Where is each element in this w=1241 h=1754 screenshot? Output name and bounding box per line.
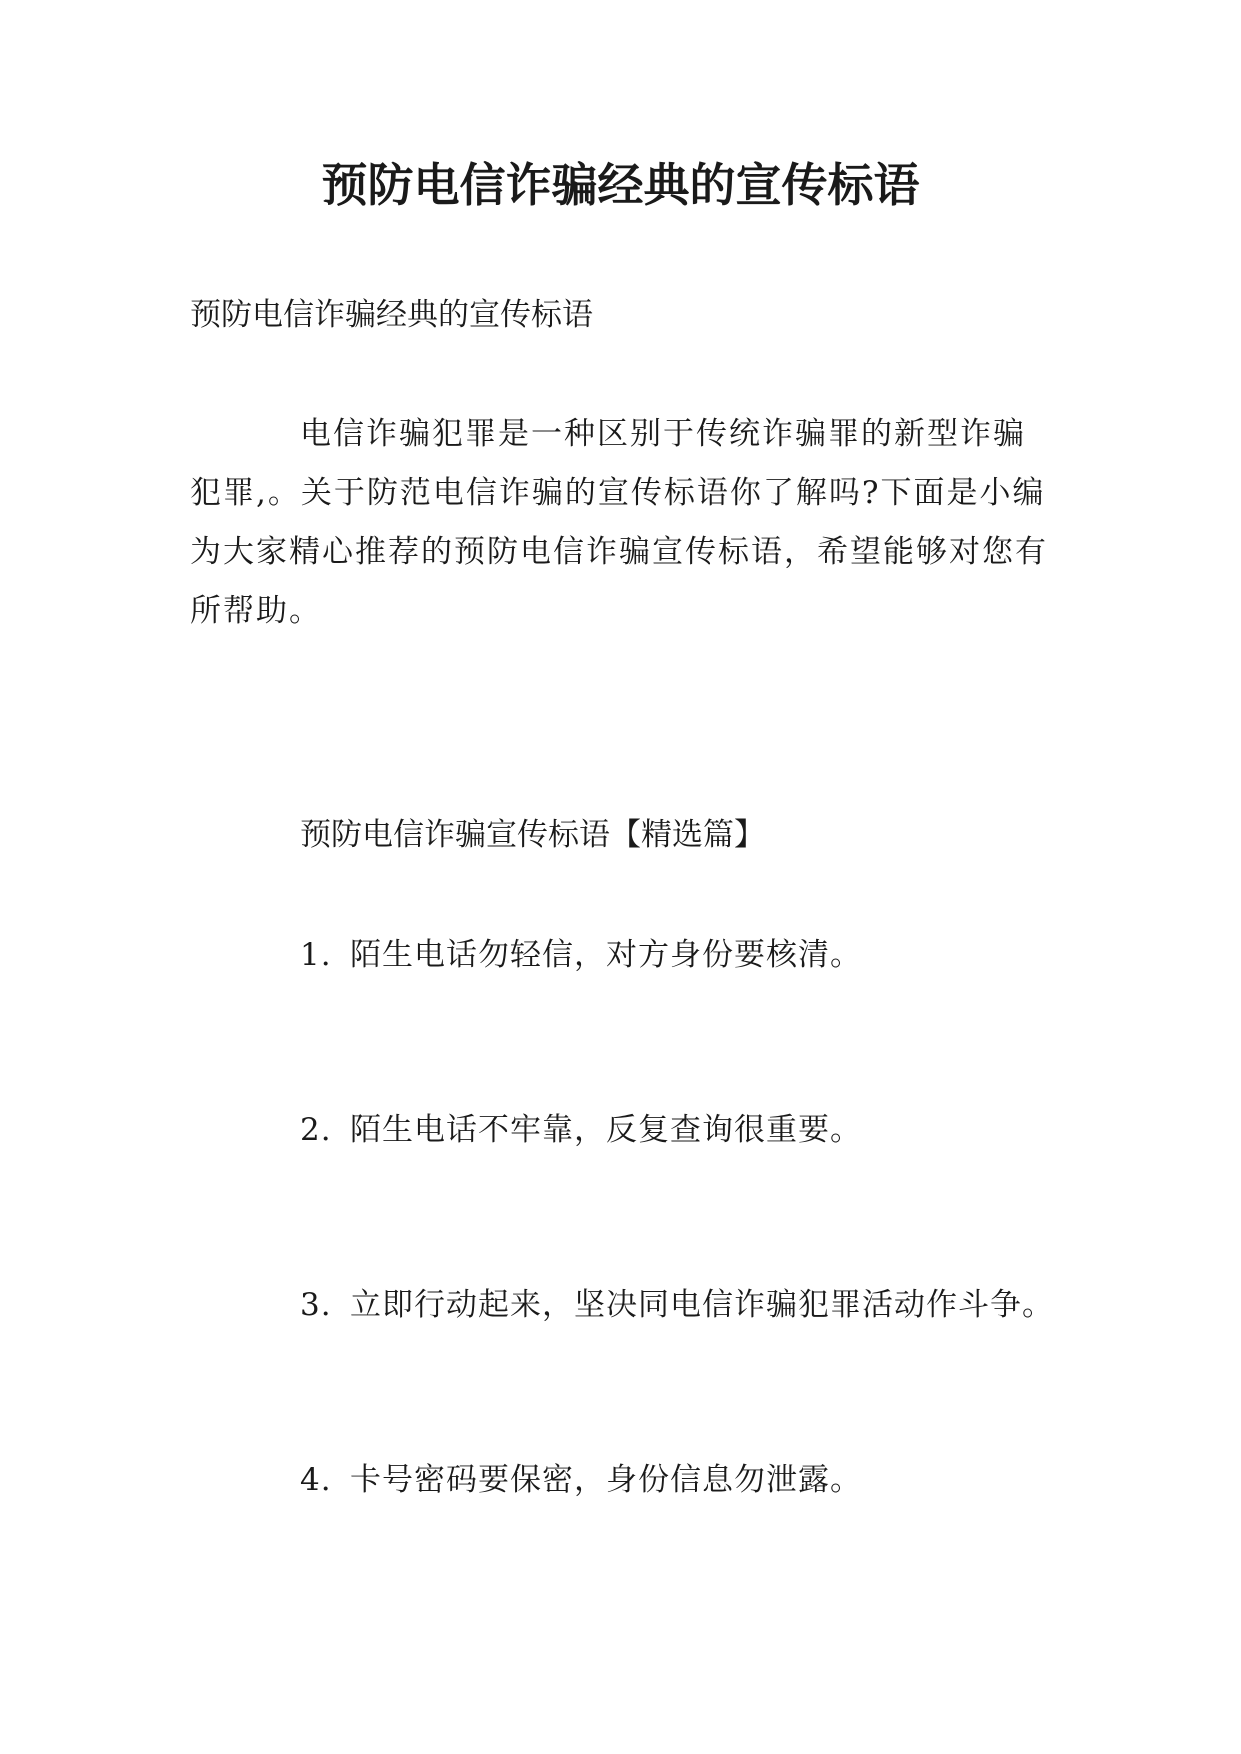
document-title: 预防电信诈骗经典的宣传标语 — [321, 158, 920, 212]
slogan-number: 2. — [300, 1112, 332, 1148]
intro-line: 电信诈骗犯罪是一种区别于传统诈骗罪的新型诈骗 — [300, 416, 1026, 452]
slogan-item — [300, 930, 862, 980]
slogan-text: 陌生电话勿轻信，对方身份要核清。 — [350, 937, 862, 973]
intro-paragraph — [190, 405, 1052, 641]
intro-line: 所帮助。 — [190, 593, 322, 629]
slogan-number: 3. — [300, 1287, 332, 1323]
slogan-item — [300, 1105, 862, 1155]
slogan-item — [300, 1280, 1054, 1330]
slogan-text: 卡号密码要保密，身份信息勿泄露。 — [350, 1462, 862, 1498]
slogan-item — [300, 1455, 862, 1505]
slogan-number: 1. — [300, 937, 332, 973]
intro-line: 犯罪,。关于防范电信诈骗的宣传标语你了解吗?下面是小编 — [190, 475, 1046, 511]
document-subtitle: 预防电信诈骗经典的宣传标语 — [190, 297, 593, 333]
section-heading: 预防电信诈骗宣传标语【精选篇】 — [300, 817, 765, 853]
slogan-text: 立即行动起来，坚决同电信诈骗犯罪活动作斗争。 — [350, 1287, 1054, 1323]
slogan-number: 4. — [300, 1462, 332, 1498]
slogan-text: 陌生电话不牢靠，反复查询很重要。 — [350, 1112, 862, 1148]
intro-line: 为大家精心推荐的预防电信诈骗宣传标语，希望能够对您有 — [190, 534, 1048, 570]
